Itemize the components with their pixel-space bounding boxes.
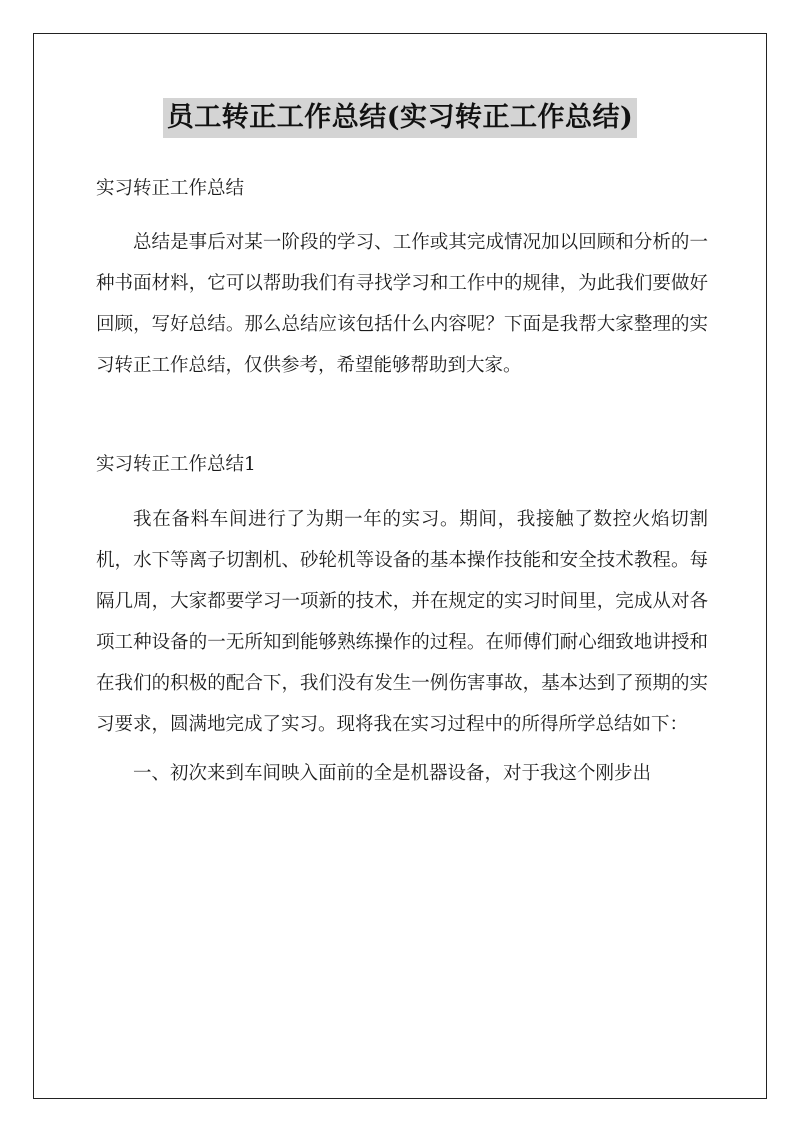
section-heading-summary-1: 实习转正工作总结1 <box>96 454 256 475</box>
document-title: 员工转正工作总结(实习转正工作总结) <box>163 98 638 138</box>
title-container <box>0 98 800 138</box>
intro-paragraph: 总结是事后对某一阶段的学习、工作或其完成情况加以回顾和分析的一种书面材料，它可以帮助我们有寻找学习和工作中的规律，为此我们要做好回顾，写好总结。那么总结应该包括什么内容呢？下面是我帮大家整理的实习转正工作总结，仅供参考，希望能够帮助到大家。 <box>96 232 708 376</box>
body-paragraph-1: 我在备料车间进行了为期一年的实习。期间，我接触了数控火焰切割机，水下等离子切割机、砂轮机等设备的基本操作技能和安全技术教程。每隔几周，大家都要学习一项新的技术，并在规定的实习时间里，完成从对各项工种设备的一无所知到能够熟练操作的过程。在师傅们耐心细致地讲授和在我们的积极的配合下，我们没有发生一例伤害事故，基本达到了预期的实习要求，圆满地完成了实习。现将我在实习过程中的所得所学总结如下： <box>96 509 708 735</box>
body-paragraph-2: 一、初次来到车间映入面前的全是机器设备，对于我这个刚步出 <box>133 763 652 784</box>
document-body <box>96 168 708 794</box>
section-heading-summary: 实习转正工作总结 <box>96 178 245 199</box>
